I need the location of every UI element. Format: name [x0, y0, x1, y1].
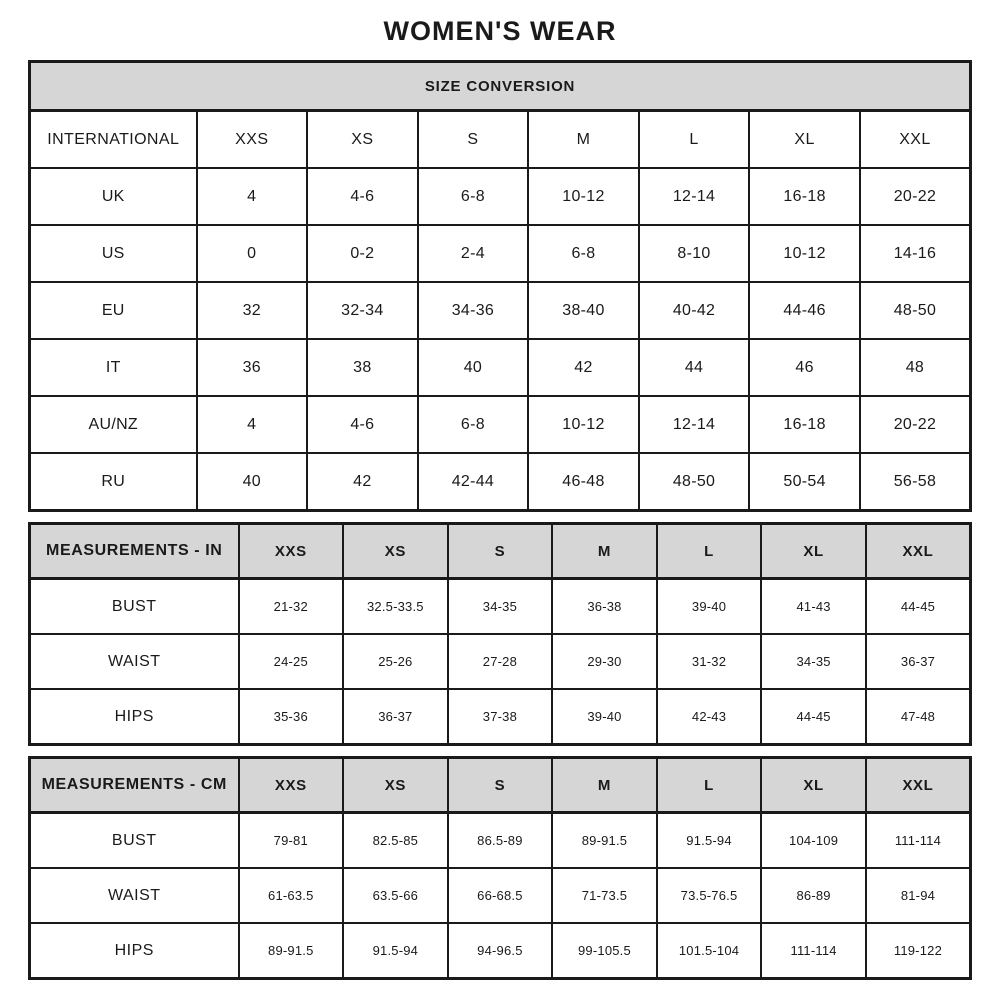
size-conversion-sizes-row [30, 111, 971, 169]
measurements-in-bust-m-value: 36-38 [552, 579, 657, 635]
measurements-in-row-bust [30, 579, 971, 635]
measurements-in-size-col-xxl: XXL [866, 524, 971, 579]
measurements-cm-size-col-s: S [448, 758, 553, 813]
size-conversion-eu-xl-value: 44-46 [749, 282, 860, 339]
size-conversion-us-label: US [30, 225, 197, 282]
measurements-cm-waist-xxs-value: 61-63.5 [239, 868, 344, 923]
size-conversion-us-xxs-value: 0 [197, 225, 308, 282]
measurements-in-size-col-xxs: XXS [239, 524, 344, 579]
size-conversion-uk-xl-value: 16-18 [749, 168, 860, 225]
measurements-in-hips-xxl-value: 47-48 [866, 689, 971, 745]
size-conversion-uk-xxs-value: 4 [197, 168, 308, 225]
measurements-cm-sizes-row [30, 758, 971, 813]
size-conversion-us-l-value: 8-10 [639, 225, 750, 282]
size-conversion-eu-s-value: 34-36 [418, 282, 529, 339]
size-conversion-size-col-l: L [639, 111, 750, 169]
size-conversion-uk-label: UK [30, 168, 197, 225]
size-conversion-size-col-xxs: XXS [197, 111, 308, 169]
size-conversion-au-nz-xxs-value: 4 [197, 396, 308, 453]
measurements-in-hips-m-value: 39-40 [552, 689, 657, 745]
measurements-in-size-col-xs: XS [343, 524, 448, 579]
size-conversion-ru-s-value: 42-44 [418, 453, 529, 511]
size-conversion-row-ru [30, 453, 971, 511]
size-conversion-uk-m-value: 10-12 [528, 168, 639, 225]
size-conversion-uk-xxl-value: 20-22 [860, 168, 971, 225]
size-conversion-it-xxs-value: 36 [197, 339, 308, 396]
measurements-in-waist-m-value: 29-30 [552, 634, 657, 689]
measurements-cm-hips-l-value: 101.5-104 [657, 923, 762, 979]
size-conversion-eu-l-value: 40-42 [639, 282, 750, 339]
measurements-in-size-col-s: S [448, 524, 553, 579]
size-conversion-size-col-xs: XS [307, 111, 418, 169]
size-conversion-it-label: IT [30, 339, 197, 396]
measurements-cm-row-waist [30, 868, 971, 923]
size-conversion-au-nz-s-value: 6-8 [418, 396, 529, 453]
measurements-cm-hips-s-value: 94-96.5 [448, 923, 553, 979]
measurements-cm-table [28, 756, 972, 980]
measurements-cm-hips-xl-value: 111-114 [761, 923, 866, 979]
size-conversion-au-nz-xl-value: 16-18 [749, 396, 860, 453]
size-conversion-au-nz-l-value: 12-14 [639, 396, 750, 453]
measurements-cm-waist-xxl-value: 81-94 [866, 868, 971, 923]
measurements-in-hips-label: HIPS [30, 689, 239, 745]
measurements-in-waist-xxl-value: 36-37 [866, 634, 971, 689]
size-conversion-row-au-nz [30, 396, 971, 453]
size-conversion-it-m-value: 42 [528, 339, 639, 396]
size-conversion-eu-m-value: 38-40 [528, 282, 639, 339]
measurements-in-bust-xxl-value: 44-45 [866, 579, 971, 635]
measurements-cm-bust-s-value: 86.5-89 [448, 813, 553, 869]
size-conversion-uk-s-value: 6-8 [418, 168, 529, 225]
measurements-cm-size-col-xl: XL [761, 758, 866, 813]
size-conversion-it-xxl-value: 48 [860, 339, 971, 396]
measurements-in-waist-xxs-value: 24-25 [239, 634, 344, 689]
measurements-cm-bust-xs-value: 82.5-85 [343, 813, 448, 869]
measurements-cm-hips-xxl-value: 119-122 [866, 923, 971, 979]
measurements-in-hips-s-value: 37-38 [448, 689, 553, 745]
size-conversion-us-s-value: 2-4 [418, 225, 529, 282]
size-conversion-it-xl-value: 46 [749, 339, 860, 396]
size-conversion-au-nz-label: AU/NZ [30, 396, 197, 453]
size-conversion-us-xs-value: 0-2 [307, 225, 418, 282]
size-conversion-eu-xxs-value: 32 [197, 282, 308, 339]
measurements-cm-waist-label: WAIST [30, 868, 239, 923]
measurements-in-table [28, 522, 972, 746]
size-conversion-label-header: INTERNATIONAL [30, 111, 197, 169]
size-conversion-row-eu [30, 282, 971, 339]
size-conversion-au-nz-m-value: 10-12 [528, 396, 639, 453]
measurements-in-bust-xl-value: 41-43 [761, 579, 866, 635]
size-conversion-size-col-m: M [528, 111, 639, 169]
measurements-cm-bust-xxs-value: 79-81 [239, 813, 344, 869]
size-conversion-size-col-xxl: XXL [860, 111, 971, 169]
size-conversion-row-uk [30, 168, 971, 225]
size-conversion-au-nz-xs-value: 4-6 [307, 396, 418, 453]
measurements-cm-size-col-l: L [657, 758, 762, 813]
size-conversion-uk-xs-value: 4-6 [307, 168, 418, 225]
measurements-cm-size-col-xxl: XXL [866, 758, 971, 813]
measurements-in-bust-l-value: 39-40 [657, 579, 762, 635]
measurements-cm-size-col-m: M [552, 758, 657, 813]
size-conversion-it-l-value: 44 [639, 339, 750, 396]
measurements-cm-size-col-xxs: XXS [239, 758, 344, 813]
size-conversion-uk-l-value: 12-14 [639, 168, 750, 225]
size-conversion-row-us [30, 225, 971, 282]
size-conversion-eu-label: EU [30, 282, 197, 339]
measurements-cm-bust-xxl-value: 111-114 [866, 813, 971, 869]
size-conversion-us-xxl-value: 14-16 [860, 225, 971, 282]
measurements-cm-row-hips [30, 923, 971, 979]
measurements-in-size-col-l: L [657, 524, 762, 579]
measurements-cm-waist-m-value: 71-73.5 [552, 868, 657, 923]
size-conversion-it-xs-value: 38 [307, 339, 418, 396]
measurements-cm-waist-l-value: 73.5-76.5 [657, 868, 762, 923]
measurements-in-bust-s-value: 34-35 [448, 579, 553, 635]
measurements-in-waist-xs-value: 25-26 [343, 634, 448, 689]
measurements-cm-hips-label: HIPS [30, 923, 239, 979]
size-conversion-row-it [30, 339, 971, 396]
measurements-in-label-header: MEASUREMENTS - IN [30, 524, 239, 579]
measurements-cm-hips-xs-value: 91.5-94 [343, 923, 448, 979]
measurements-cm-bust-m-value: 89-91.5 [552, 813, 657, 869]
measurements-cm-row-bust [30, 813, 971, 869]
size-conversion-ru-xxl-value: 56-58 [860, 453, 971, 511]
measurements-in-row-hips [30, 689, 971, 745]
measurements-in-hips-xxs-value: 35-36 [239, 689, 344, 745]
size-conversion-au-nz-xxl-value: 20-22 [860, 396, 971, 453]
size-conversion-ru-l-value: 48-50 [639, 453, 750, 511]
measurements-in-waist-xl-value: 34-35 [761, 634, 866, 689]
measurements-in-waist-s-value: 27-28 [448, 634, 553, 689]
measurements-cm-waist-s-value: 66-68.5 [448, 868, 553, 923]
measurements-cm-hips-m-value: 99-105.5 [552, 923, 657, 979]
measurements-cm-waist-xl-value: 86-89 [761, 868, 866, 923]
size-conversion-ru-xs-value: 42 [307, 453, 418, 511]
size-conversion-ru-label: RU [30, 453, 197, 511]
measurements-cm-bust-l-value: 91.5-94 [657, 813, 762, 869]
size-conversion-ru-m-value: 46-48 [528, 453, 639, 511]
measurements-cm-bust-label: BUST [30, 813, 239, 869]
size-conversion-eu-xs-value: 32-34 [307, 282, 418, 339]
measurements-cm-size-col-xs: XS [343, 758, 448, 813]
page-title: WOMEN'S WEAR [383, 16, 617, 46]
size-conversion-ru-xxs-value: 40 [197, 453, 308, 511]
measurements-cm-label-header: MEASUREMENTS - CM [30, 758, 239, 813]
size-conversion-eu-xxl-value: 48-50 [860, 282, 971, 339]
size-conversion-size-col-xl: XL [749, 111, 860, 169]
measurements-in-hips-l-value: 42-43 [657, 689, 762, 745]
measurements-cm-waist-xs-value: 63.5-66 [343, 868, 448, 923]
measurements-in-size-col-m: M [552, 524, 657, 579]
measurements-in-hips-xs-value: 36-37 [343, 689, 448, 745]
measurements-in-size-col-xl: XL [761, 524, 866, 579]
size-conversion-header-row [30, 62, 971, 111]
measurements-in-hips-xl-value: 44-45 [761, 689, 866, 745]
measurements-cm-hips-xxs-value: 89-91.5 [239, 923, 344, 979]
size-guide-page [28, 0, 972, 980]
size-conversion-size-col-s: S [418, 111, 529, 169]
measurements-in-waist-l-value: 31-32 [657, 634, 762, 689]
size-conversion-it-s-value: 40 [418, 339, 529, 396]
measurements-in-bust-xs-value: 32.5-33.5 [343, 579, 448, 635]
size-conversion-us-xl-value: 10-12 [749, 225, 860, 282]
measurements-cm-bust-xl-value: 104-109 [761, 813, 866, 869]
size-conversion-us-m-value: 6-8 [528, 225, 639, 282]
measurements-in-row-waist [30, 634, 971, 689]
measurements-in-bust-label: BUST [30, 579, 239, 635]
size-conversion-ru-xl-value: 50-54 [749, 453, 860, 511]
size-conversion-table [28, 60, 972, 512]
measurements-in-bust-xxs-value: 21-32 [239, 579, 344, 635]
measurements-in-sizes-row [30, 524, 971, 579]
measurements-in-waist-label: WAIST [30, 634, 239, 689]
size-conversion-title: SIZE CONVERSION [30, 62, 971, 111]
